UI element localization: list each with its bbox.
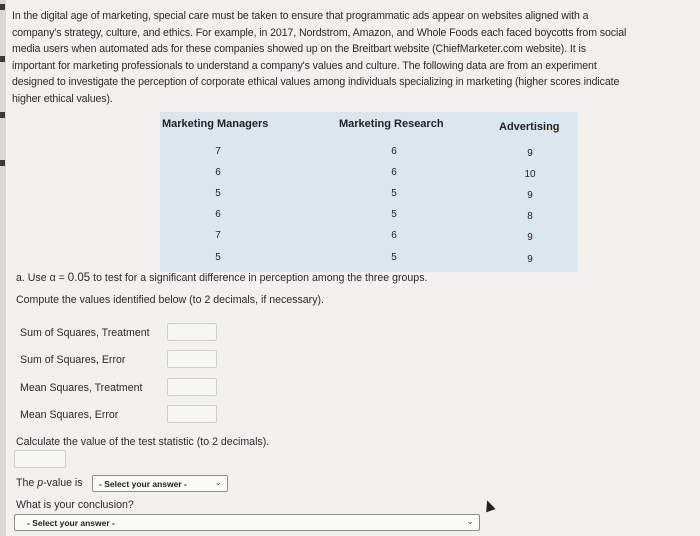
- table-cell: 9: [527, 232, 533, 243]
- table-cell: 6: [391, 146, 397, 157]
- table-cell: 5: [215, 252, 221, 263]
- label-ms-error: Mean Squares, Error: [20, 409, 119, 421]
- table-cell: 5: [391, 209, 397, 220]
- pvalue-label-suffix: -value is: [43, 477, 83, 489]
- table-cell: 7: [215, 146, 221, 157]
- ss-error-input[interactable]: [167, 350, 217, 368]
- question-a-prefix: a. Use: [16, 272, 47, 284]
- alpha-symbol: α: [49, 272, 56, 284]
- intro-line: higher ethical values).: [12, 92, 113, 105]
- pvalue-label-p: p: [37, 477, 44, 489]
- intro-line: important for marketing professionals to understand a company's values and culture. The following data are from an experiment: [12, 59, 597, 72]
- edge-marker: [0, 112, 5, 118]
- conclusion-question: What is your conclusion?: [16, 499, 134, 511]
- table-cell: 9: [527, 190, 533, 201]
- table-cell: 6: [215, 209, 221, 220]
- table-cell: 7: [215, 230, 221, 241]
- table-cell: 8: [527, 211, 533, 222]
- pvalue-label-prefix: The: [16, 477, 35, 489]
- label-ms-treatment: Mean Squares, Treatment: [20, 382, 143, 394]
- intro-line: designed to investigate the perception of corporate ethical values among individuals specializing in marketing (higher scores indicate: [12, 76, 620, 88]
- column-header-marketing-research: Marketing Research: [339, 118, 444, 130]
- chevron-down-icon: ⌄: [466, 516, 474, 526]
- conclusion-select-value: - Select your answer -: [27, 518, 115, 528]
- ss-treatment-input[interactable]: [167, 323, 217, 341]
- edge-marker: [0, 160, 5, 166]
- test-statistic-input[interactable]: [14, 450, 66, 468]
- column-header-marketing-managers: Marketing Managers: [162, 118, 269, 130]
- table-cell: 5: [391, 252, 397, 263]
- data-table: [160, 112, 578, 272]
- table-cell: 6: [391, 167, 397, 178]
- edge-marker: [0, 4, 5, 10]
- intro-line: media users when automated ads for these companies showed up on the Breitbart website (ChiefMarketer.com website). It is: [12, 43, 586, 55]
- table-cell: 10: [524, 169, 536, 180]
- table-cell: 5: [391, 188, 397, 199]
- pvalue-label: [16, 477, 83, 489]
- equals-sign: =: [58, 272, 65, 284]
- column-header-advertising: Advertising: [499, 121, 560, 133]
- conclusion-select[interactable]: [14, 514, 480, 531]
- label-ss-error: Sum of Squares, Error: [20, 354, 126, 366]
- ms-treatment-input[interactable]: [167, 378, 217, 396]
- compute-instruction: Compute the values identified below (to 2 decimals, if necessary).: [16, 294, 324, 306]
- question-a: [16, 272, 427, 284]
- problem-intro: [12, 8, 692, 107]
- table-cell: 9: [527, 148, 533, 159]
- chevron-down-icon: ⌄: [214, 477, 222, 487]
- alpha-value: 0.05: [67, 272, 91, 284]
- intro-line: In the digital age of marketing, special care must be taken to ensure that programmatic ads appear on websites aligned with a: [12, 10, 589, 22]
- edge-marker: [0, 56, 5, 62]
- pvalue-select[interactable]: [92, 475, 228, 492]
- pvalue-select-value: - Select your answer -: [99, 479, 187, 489]
- ms-error-input[interactable]: [167, 405, 217, 423]
- mouse-cursor-icon: [482, 499, 495, 513]
- table-cell: 9: [527, 254, 533, 265]
- question-a-suffix: to test for a significant difference in perception among the three groups.: [93, 272, 428, 284]
- label-ss-treatment: Sum of Squares, Treatment: [20, 327, 150, 339]
- intro-line: company's strategy, culture, and ethics. For example, in 2017, Nordstrom, Amazon, and Whole Foods each faced boycotts from social: [12, 26, 627, 39]
- left-edge-bar: [0, 0, 6, 536]
- table-cell: 6: [391, 230, 397, 241]
- table-cell: 6: [215, 167, 221, 178]
- test-statistic-label: Calculate the value of the test statistic (to 2 decimals).: [16, 436, 270, 448]
- table-cell: 5: [215, 188, 221, 199]
